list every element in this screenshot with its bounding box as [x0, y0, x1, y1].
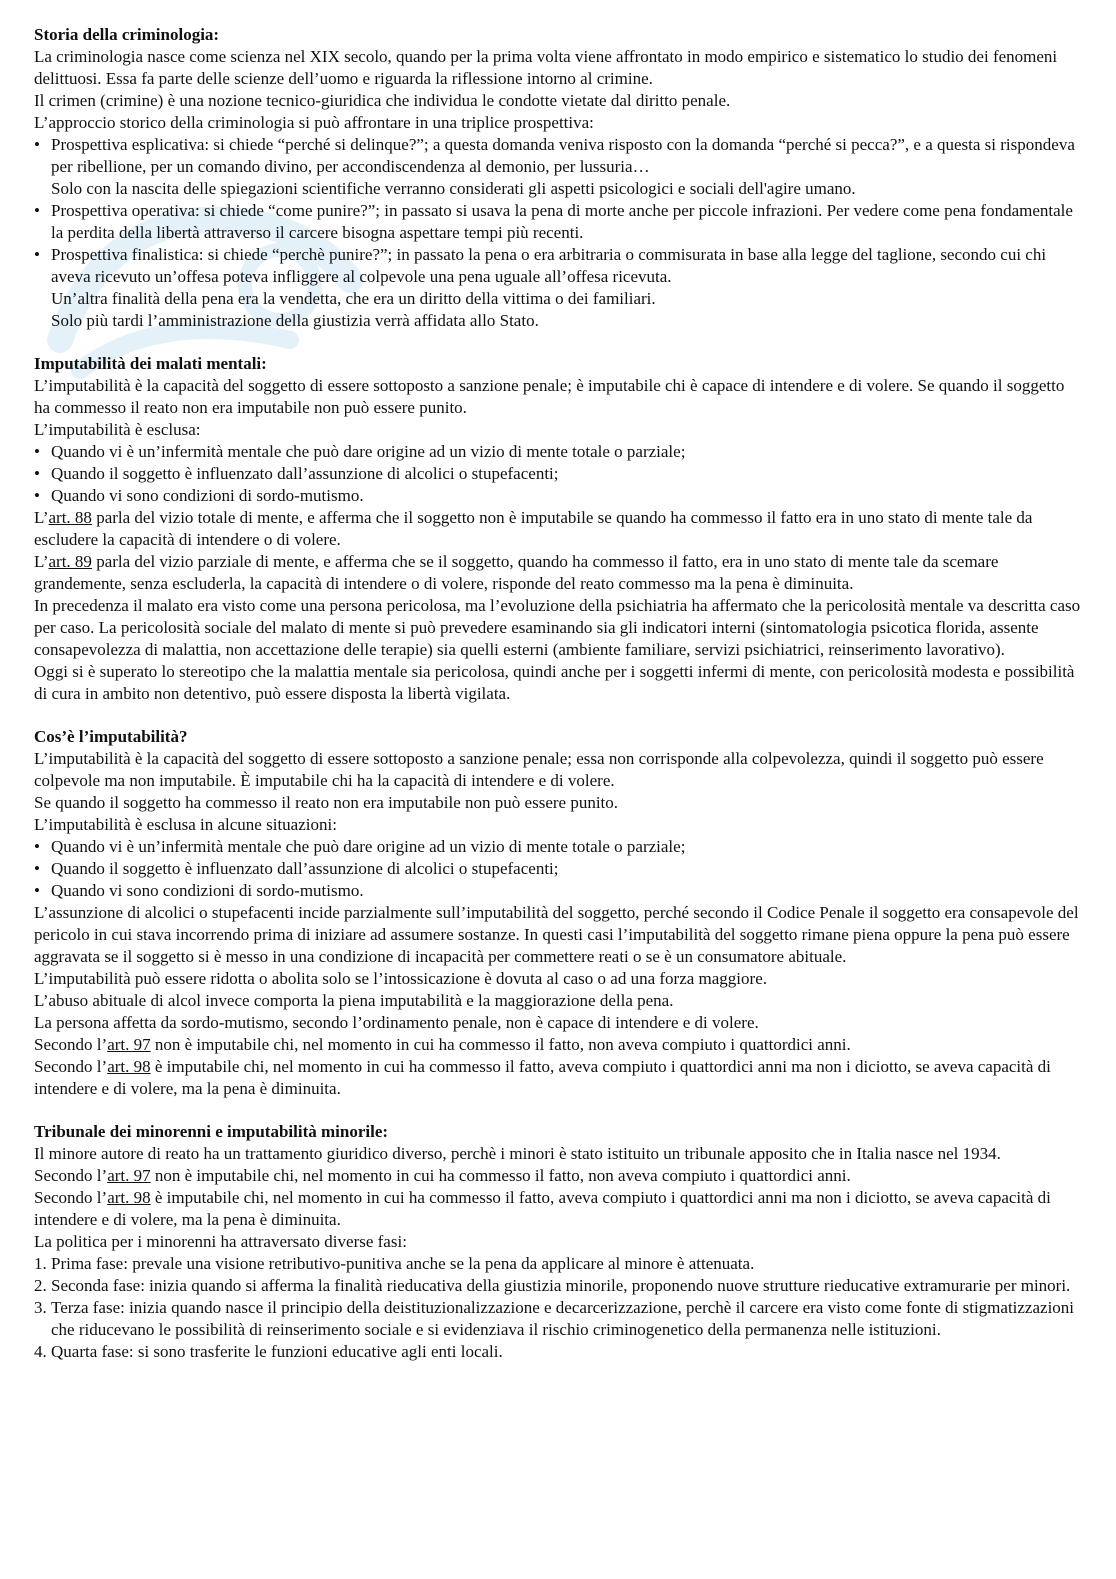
paragraph: Se quando il soggetto ha commesso il reato non era imputabile non può essere punito. — [34, 793, 619, 812]
list-item-text: Terza fase: inizia quando nasce il principio della deistituzionalizzazione e decarcerizzazione, perchè il carcere era visto come fonte di stigmatizzazioni che riducevano le possibilità di reinserimento sociale e si evidenziava il rischio criminogenetico della permanenza nelle istituzioni. — [51, 1298, 1075, 1339]
link-art-97[interactable]: art. 97 — [107, 1166, 151, 1185]
bullet-marker: • — [34, 245, 40, 264]
bullet-marker: • — [34, 201, 40, 220]
list-item — [34, 1297, 1084, 1341]
bullet-marker: • — [34, 442, 40, 461]
bullet-marker: • — [34, 464, 40, 483]
list-item-text: Quarta fase: si sono trasferite le funzioni educative agli enti locali. — [51, 1342, 503, 1361]
list-item — [34, 441, 1084, 463]
list-item-text: Quando vi sono condizioni di sordo-mutismo. — [51, 881, 364, 900]
paragraph: L’imputabilità è esclusa in alcune situazioni: — [34, 815, 337, 834]
paragraph: La politica per i minorenni ha attraversato diverse fasi: — [34, 1232, 407, 1251]
section-tribunale-minorenni — [34, 1121, 1084, 1363]
list-item-text: Prospettiva finalistica: si chiede “perchè punire?”; in passato la pena o era arbitraria o commisurata in base alla legge del taglione, secondo cui chi aveva ricevuto un’offesa poteva infliggere al colpevole una pena uguale all’offesa ricevuta. — [51, 245, 1047, 286]
list-item-text: Seconda fase: inizia quando si afferma la finalità rieducativa della giustizia minorile, proponendo nuove strutture rieducative extramurarie per minori. — [51, 1276, 1071, 1295]
paragraph-art-88 — [34, 507, 1084, 551]
paragraph: In precedenza il malato era visto come una persona pericolosa, ma l’evoluzione della psichiatria ha affermato che la pericolosità mentale va descritta caso per caso. La pericolosità sociale del malato di mente si può prevedere esaminando sia gli indicatori interni (sintomatologia psicotica florida, assente consapevolezza di malattia, non accettazione delle terapie) sia quelli esterni (ambiente familiare, servizi psichiatrici, reinserimento lavorativo). — [34, 596, 1081, 659]
list-item-text: Quando il soggetto è influenzato dall’assunzione di alcolici o stupefacenti; — [51, 464, 559, 483]
list-item — [34, 1253, 1084, 1275]
text-span: è imputabile chi, nel momento in cui ha commesso il fatto, aveva compiuto i quattordici anni ma non i diciotto, se aveva capacità di intendere e di volere, ma la pena è diminuita. — [34, 1057, 1051, 1098]
text-span: non è imputabile chi, nel momento in cui ha commesso il fatto, non aveva compiuto i quattordici anni. — [150, 1166, 851, 1185]
document-page — [34, 24, 1084, 1363]
section-title: Tribunale dei minorenni e imputabilità minorile: — [34, 1122, 389, 1141]
list-item-text: Quando vi è un’infermità mentale che può dare origine ad un vizio di mente totale o parziale; — [51, 837, 686, 856]
list-item — [34, 858, 1084, 880]
link-art-98[interactable]: art. 98 — [107, 1057, 151, 1076]
paragraph: La criminologia nasce come scienza nel XIX secolo, quando per la prima volta viene affrontato in modo empirico e sistematico lo studio dei fenomeni delittuosi. Essa fa parte delle scienze dell’uomo e riguarda la riflessione intorno al crimine. — [34, 47, 1058, 88]
text-span: L’ — [34, 552, 49, 571]
list-number: 3. — [34, 1298, 47, 1317]
paragraph: Oggi si è superato lo stereotipo che la malattia mentale sia pericolosa, quindi anche per i soggetti infermi di mente, con pericolosità modesta e possibilità di cura in ambito non detentivo, può essere disposta la libertà vigilata. — [34, 662, 1075, 703]
list-item-continuation: Un’altra finalità della pena era la vendetta, che era un diritto della vittima o dei familiari. — [51, 289, 656, 308]
bullet-marker: • — [34, 859, 40, 878]
text-span: parla del vizio parziale di mente, e afferma che se il soggetto, quando ha commesso il fatto, era in uno stato di mente tale da scemare grandemente, senza escluderla, la capacità di intendere o di volere, risponde del reato commesso ma la pena è diminuita. — [34, 552, 999, 593]
section-title: Cos’è l’imputabilità? — [34, 727, 188, 746]
list-item — [34, 1341, 1084, 1363]
list-item — [34, 836, 1084, 858]
list-item-text: Prospettiva esplicativa: si chiede “perché si delinque?”; a questa domanda veniva risposto con la domanda “perché si pecca?”, e a questa si rispondeva per ribellione, per un comando divino, per accondiscendenza al demonio, per lussuria… — [51, 135, 1075, 176]
paragraph: L’abuso abituale di alcol invece comporta la piena imputabilità e la maggiorazione della pena. — [34, 991, 674, 1010]
link-art-89[interactable]: art. 89 — [48, 552, 92, 571]
section-cos-e-imputabilita — [34, 726, 1084, 1100]
list-number: 1. — [34, 1254, 47, 1273]
paragraph: L’imputabilità è la capacità del soggetto di essere sottoposto a sanzione penale; è imputabile chi è capace di intendere e di volere. Se quando il soggetto ha commesso il reato non era imputabile non può essere punito. — [34, 376, 1065, 417]
bullet-list — [34, 441, 1084, 507]
paragraph: Il crimen (crimine) è una nozione tecnico-giuridica che individua le condotte vietate dal diritto penale. — [34, 91, 731, 110]
list-number: 4. — [34, 1342, 47, 1361]
list-item — [34, 463, 1084, 485]
list-number: 2. — [34, 1276, 47, 1295]
list-item-text: Prima fase: prevale una visione retributivo-punitiva anche se la pena da applicare al minore è attenuata. — [51, 1254, 755, 1273]
bullet-marker: • — [34, 486, 40, 505]
paragraph: L’imputabilità è esclusa: — [34, 420, 201, 439]
paragraph: L’assunzione di alcolici o stupefacenti incide parzialmente sull’imputabilità del soggetto, perché secondo il Codice Penale il soggetto era consapevole del pericolo in cui stava incorrendo prima di iniziare ad assumere sostanze. In questi casi l’imputabilità del soggetto rimane piena oppure la pena può essere aggravata se il soggetto si è messo in una condizione di incapacità per commettere reati o se è un consumatore abituale. — [34, 903, 1079, 966]
link-art-98[interactable]: art. 98 — [107, 1188, 151, 1207]
text-span: Secondo l’ — [34, 1057, 108, 1076]
bullet-marker: • — [34, 837, 40, 856]
link-art-88[interactable]: art. 88 — [48, 508, 92, 527]
text-span: L’ — [34, 508, 49, 527]
paragraph: L’approccio storico della criminologia si può affrontare in una triplice prospettiva: — [34, 113, 594, 132]
list-item — [34, 134, 1084, 200]
paragraph: La persona affetta da sordo-mutismo, secondo l’ordinamento penale, non è capace di intendere e di volere. — [34, 1013, 759, 1032]
paragraph: L’imputabilità può essere ridotta o abolita solo se l’intossicazione è dovuta al caso o ad una forza maggiore. — [34, 969, 767, 988]
paragraph-art-97 — [34, 1165, 1084, 1187]
paragraph-art-98 — [34, 1187, 1084, 1231]
section-storia — [34, 24, 1084, 332]
list-item-continuation: Solo più tardi l’amministrazione della giustizia verrà affidata allo Stato. — [51, 311, 539, 330]
paragraph-art-97 — [34, 1034, 1084, 1056]
text-span: è imputabile chi, nel momento in cui ha commesso il fatto, aveva compiuto i quattordici anni ma non i diciotto, se aveva capacità di intendere e di volere, ma la pena è diminuita. — [34, 1188, 1051, 1229]
numbered-list — [34, 1253, 1084, 1363]
list-item-text: Quando vi è un’infermità mentale che può dare origine ad un vizio di mente totale o parziale; — [51, 442, 686, 461]
list-item — [34, 880, 1084, 902]
text-span: Secondo l’ — [34, 1166, 108, 1185]
paragraph-art-89 — [34, 551, 1084, 595]
link-art-97[interactable]: art. 97 — [107, 1035, 151, 1054]
paragraph-art-98 — [34, 1056, 1084, 1100]
list-item — [34, 1275, 1084, 1297]
paragraph: Il minore autore di reato ha un trattamento giuridico diverso, perchè i minori è stato istituito un tribunale apposito che in Italia nasce nel 1934. — [34, 1144, 1001, 1163]
text-span: parla del vizio totale di mente, e afferma che il soggetto non è imputabile se quando ha commesso il fatto era in uno stato di mente tale da escludere la capacità di intendere o di volere. — [34, 508, 1033, 549]
list-item — [34, 485, 1084, 507]
bullet-list — [34, 836, 1084, 902]
text-span: non è imputabile chi, nel momento in cui ha commesso il fatto, non aveva compiuto i quattordici anni. — [150, 1035, 851, 1054]
list-item — [34, 244, 1084, 332]
list-item — [34, 200, 1084, 244]
section-title: Imputabilità dei malati mentali: — [34, 354, 267, 373]
list-item-text: Quando vi sono condizioni di sordo-mutismo. — [51, 486, 364, 505]
bullet-marker: • — [34, 135, 40, 154]
text-span: Secondo l’ — [34, 1188, 108, 1207]
list-item-text: Prospettiva operativa: si chiede “come punire?”; in passato si usava la pena di morte anche per piccole infrazioni. Per vedere come pena fondamentale la perdita della libertà attraverso il carcere bisogna aspettare tempi più recenti. — [51, 201, 1073, 242]
section-title: Storia della criminologia: — [34, 25, 220, 44]
paragraph: L’imputabilità è la capacità del soggetto di essere sottoposto a sanzione penale; essa non corrisponde alla colpevolezza, quindi il soggetto può essere colpevole ma non imputabile. È imputabile chi ha la capacità di intendere e di volere. — [34, 749, 1044, 790]
list-item-text: Quando il soggetto è influenzato dall’assunzione di alcolici o stupefacenti; — [51, 859, 559, 878]
list-item-continuation: Solo con la nascita delle spiegazioni scientifiche verranno considerati gli aspetti psicologici e sociali dell'agire umano. — [51, 179, 856, 198]
bullet-marker: • — [34, 881, 40, 900]
section-imputabilita-malati — [34, 353, 1084, 705]
bullet-list — [34, 134, 1084, 332]
text-span: Secondo l’ — [34, 1035, 108, 1054]
